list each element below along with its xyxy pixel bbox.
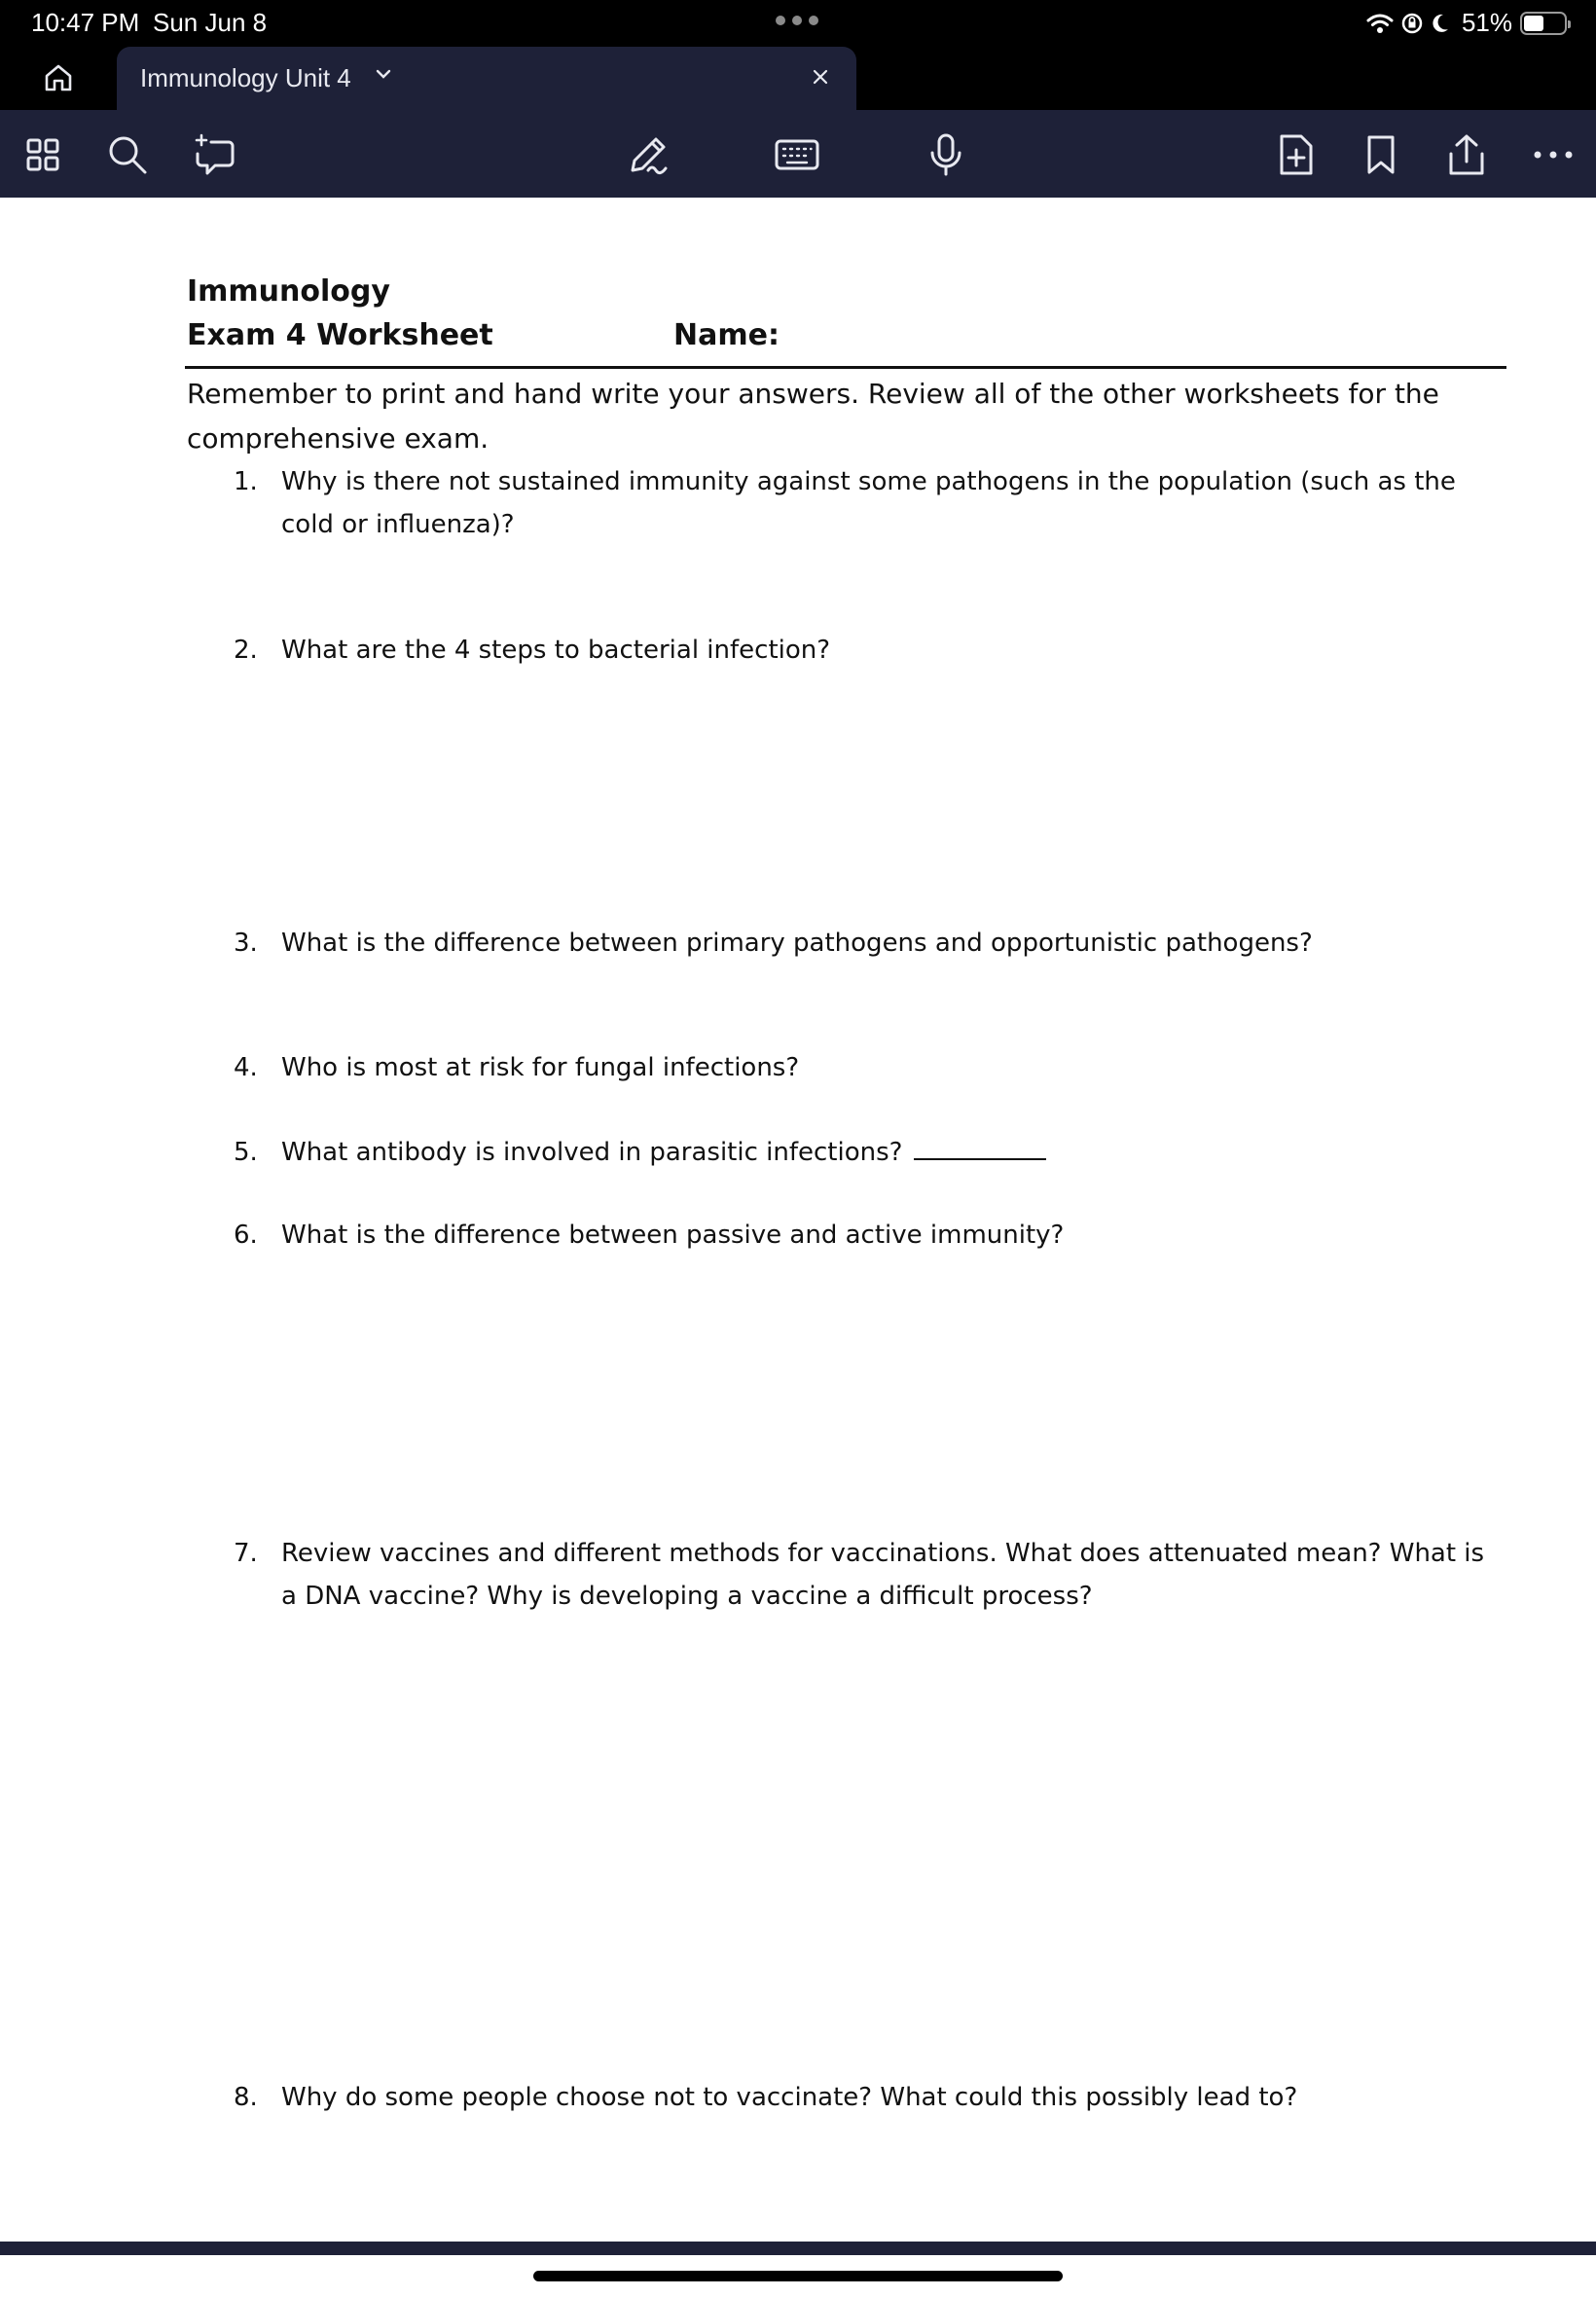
- worksheet-title: Exam 4 Worksheet: [187, 318, 493, 352]
- question-3: [234, 922, 1499, 965]
- chevron-down-icon[interactable]: [375, 67, 392, 81]
- question-text: Why is there not sustained immunity against some pathogens in the population (such as the cold or influenza)?: [281, 467, 1456, 539]
- microphone-button[interactable]: [923, 131, 969, 178]
- question-number: 8.: [234, 2083, 258, 2112]
- tab-bar: [0, 47, 1596, 110]
- question-text: Review vaccines and different methods for vaccinations. What does attenuated mean? What is a DNA vaccine? Why is developing a vaccine a difficult process?: [281, 1539, 1485, 1611]
- pen-icon: [625, 131, 671, 178]
- course-title: Immunology: [187, 274, 390, 309]
- microphone-icon: [926, 131, 965, 178]
- document-tab[interactable]: [117, 47, 856, 110]
- question-8: [234, 2076, 1499, 2119]
- wifi-icon: [1366, 13, 1394, 34]
- question-5: [234, 1131, 1499, 1174]
- close-tab-icon[interactable]: [810, 66, 831, 88]
- document-page[interactable]: [0, 198, 1596, 2242]
- question-text: What antibody is involved in parasitic infections?: [281, 1138, 903, 1167]
- page-bottom-edge: [0, 2242, 1596, 2255]
- orientation-lock-icon: [1401, 13, 1423, 34]
- bookmark-icon: [1363, 133, 1398, 176]
- question-4: [234, 1046, 1499, 1089]
- more-icon: [1532, 145, 1575, 164]
- question-number: 1.: [234, 467, 258, 496]
- question-number: 5.: [234, 1138, 258, 1167]
- question-7: [234, 1532, 1499, 1618]
- ai-assistant-button[interactable]: [191, 131, 237, 178]
- question-text-wrapper: [281, 1131, 1499, 1174]
- toolbar: [0, 110, 1596, 198]
- question-6: [234, 1214, 1499, 1257]
- question-2: [234, 629, 1499, 672]
- question-text: Why do some people choose not to vaccinate? What could this possibly lead to?: [281, 2083, 1298, 2112]
- question-text: What is the difference between primary pathogens and opportunistic pathogens?: [281, 929, 1313, 958]
- search-button[interactable]: [104, 131, 151, 178]
- question-text: What are the 4 steps to bacterial infection?: [281, 636, 831, 665]
- name-label: Name:: [673, 318, 780, 352]
- add-page-icon: [1276, 132, 1315, 177]
- more-options-button[interactable]: [1530, 131, 1577, 178]
- home-icon: [43, 62, 74, 93]
- keyboard-icon: [774, 135, 820, 174]
- bookmark-button[interactable]: [1358, 131, 1404, 178]
- ai-chat-icon: [192, 132, 236, 177]
- battery-percent: 51%: [1461, 8, 1512, 37]
- do-not-disturb-moon-icon: [1431, 13, 1450, 34]
- question-number: 4.: [234, 1053, 258, 1082]
- share-button[interactable]: [1443, 131, 1490, 178]
- grid-view-button[interactable]: [19, 131, 66, 178]
- add-page-button[interactable]: [1272, 131, 1319, 178]
- home-button[interactable]: [39, 58, 78, 97]
- keyboard-button[interactable]: [774, 131, 820, 178]
- question-number: 7.: [234, 1539, 258, 1568]
- question-number: 2.: [234, 636, 258, 665]
- battery-icon: [1520, 12, 1567, 35]
- share-icon: [1445, 132, 1488, 177]
- grid-icon: [23, 135, 62, 174]
- home-indicator[interactable]: [533, 2271, 1063, 2281]
- intro-line-2: comprehensive exam.: [187, 422, 490, 455]
- tab-title: Immunology Unit 4: [140, 63, 351, 92]
- answer-blank: [914, 1141, 1046, 1160]
- question-number: 3.: [234, 929, 258, 958]
- question-number: 6.: [234, 1221, 258, 1250]
- search-icon: [106, 133, 149, 176]
- status-time: 10:47 PM: [31, 8, 140, 37]
- question-text: Who is most at risk for fungal infections?: [281, 1053, 800, 1082]
- status-bar: [0, 0, 1596, 47]
- status-date: Sun Jun 8: [153, 8, 268, 37]
- multitasking-dots-icon[interactable]: [776, 16, 818, 25]
- question-text: What is the difference between passive and active immunity?: [281, 1221, 1065, 1250]
- header-rule: [185, 366, 1506, 369]
- intro-line-1: Remember to print and hand write your answers. Review all of the other worksheets for the: [187, 378, 1439, 410]
- question-1: [234, 460, 1499, 546]
- pen-tool-button[interactable]: [625, 131, 671, 178]
